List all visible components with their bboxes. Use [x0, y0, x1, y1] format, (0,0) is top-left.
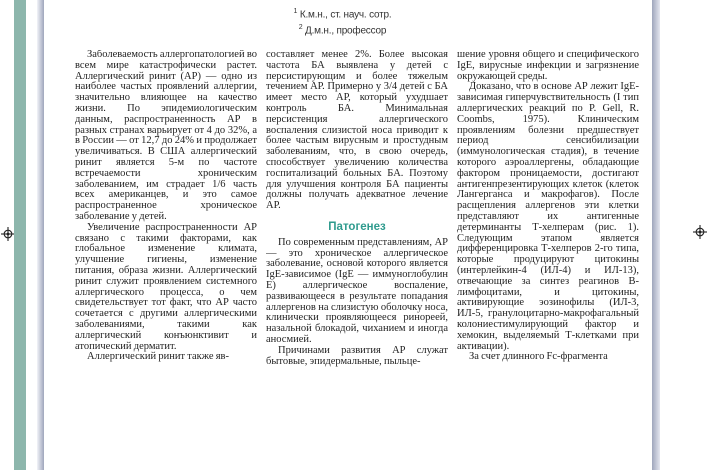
paragraph: Аллергический ринит также яв-	[87, 351, 230, 363]
section-heading-pathogenesis: Патогенез	[328, 220, 386, 233]
accent-sidebar	[14, 0, 26, 470]
paragraph: По современным представлениям, АР — это хроническое аллергическое заболевание, основой которого является IgE-зависимое (IgE — иммуноглобулин Е) аллергическое воспаление, развивающееся в результате попадания аллергенов на слизистую оболочку носа, клинически проявляющееся ринореей, назальной блокадой, чиханием и иногда аносмией.	[266, 236, 448, 345]
paragraph: шение уровня общего и специфического IgE, вирусные инфекции и загрязнение окружающей среды.	[457, 50, 639, 82]
footnote-marker: 1	[293, 8, 298, 15]
author-credential-2: $^2$ Д.м.н., профессор	[298, 24, 387, 37]
paragraph: За счет длинного Fc-фрагмента	[469, 351, 608, 363]
paragraph: Доказано, что в основе АР лежит IgE-зависимая гиперчувствительность (I тип аллергических реакций по P. Gell, R. Coombs, 1975). Клиническим проявлениям болезни предшествует период сенсибилизации (иммунологическая стадия), в течение которого аэроаллергены, обладающие фактором проницаемости, достигают антигенпрезентирующих клеток (клеток Лангерганса и макрофагов). После расщепления аллергенов эти клетки представляют их антигенные детерминанты Т-хелперам (рис. 1). Следующим этапом является дифференцировка Т-хелперов 2-го типа, которые продуцируют цитокины (интерлейкин-4 (ИЛ-4) и ИЛ-13), отвечающие за синтез реагинов В-лимфоцитами, и цитокины, активирующие эозинофилы (ИЛ-3, ИЛ-5, гранулоцитарно-макрофагальный колониестимулирующий фактор и хемокин, выделяемый Т-клетками при активации).	[457, 81, 639, 352]
paragraph: Заболеваемость аллергопатологией во всем мире катастрофически растет. Аллергический ринит (АР) — одно из наиболее частых проявлений аллергии, значительно влияющее на качество жизни. По эпидемиологическим данным, распространенность АР в разных странах варьирует от 4 до 32%, а в России — от 12,7 до 24% и продолжает увеличиваться. В США аллергический ринит является 5-м по частоте встречаемости хроническим заболеванием, им страдает 1/6 часть всех американцев, и это самое распространенное хроническое заболевание у детей.	[75, 50, 257, 222]
text-column-3	[457, 50, 639, 470]
text-column-1	[75, 50, 257, 470]
paragraph: составляет менее 2%. Более высокая частота БА выявлена у детей с персистирующим и более тяжелым течением АР. Примерно у 3/4 детей с БА имеет место АР, который ухудшает контроль БА. Минимальная персистенция аллергического воспаления слизистой носа приводит к более частым вирусным и простудным заболеваниям, что, в свою очередь, способствует увеличению количества госпитализаций больных БА. Поэтому для улучшения контроля БА пациенты должны получать адекватное лечение АР.	[266, 50, 448, 212]
page-edge-shadow-right	[652, 0, 660, 470]
article-header	[45, 0, 640, 38]
footnote-marker: 2	[298, 24, 303, 32]
page-edge-shadow-left	[37, 0, 44, 470]
text-column-2	[266, 50, 448, 470]
registration-mark-icon	[1, 227, 15, 241]
body-columns	[75, 50, 640, 470]
paragraph: Увеличение распространенности АР связано с такими факторами, как глобальное изменение климата, улучшение гигиены, изменение питания, образа жизни. Аллергический ринит служит проявлением системного аллергического процесса, о чем свидетельствует тот факт, что АР часто сочетается с другими аллергическими заболеваниями, такими как аллергический конъюнктивит и атопический дерматит.	[75, 221, 257, 352]
page-content	[45, 0, 640, 470]
paragraph: Причинами развития АР служат бытовые, эпидермальные, пыльце-	[266, 344, 448, 367]
author-credential-1: $^1$ К.м.н., ст. науч. сотр.	[293, 8, 392, 21]
registration-mark-icon	[693, 225, 707, 239]
